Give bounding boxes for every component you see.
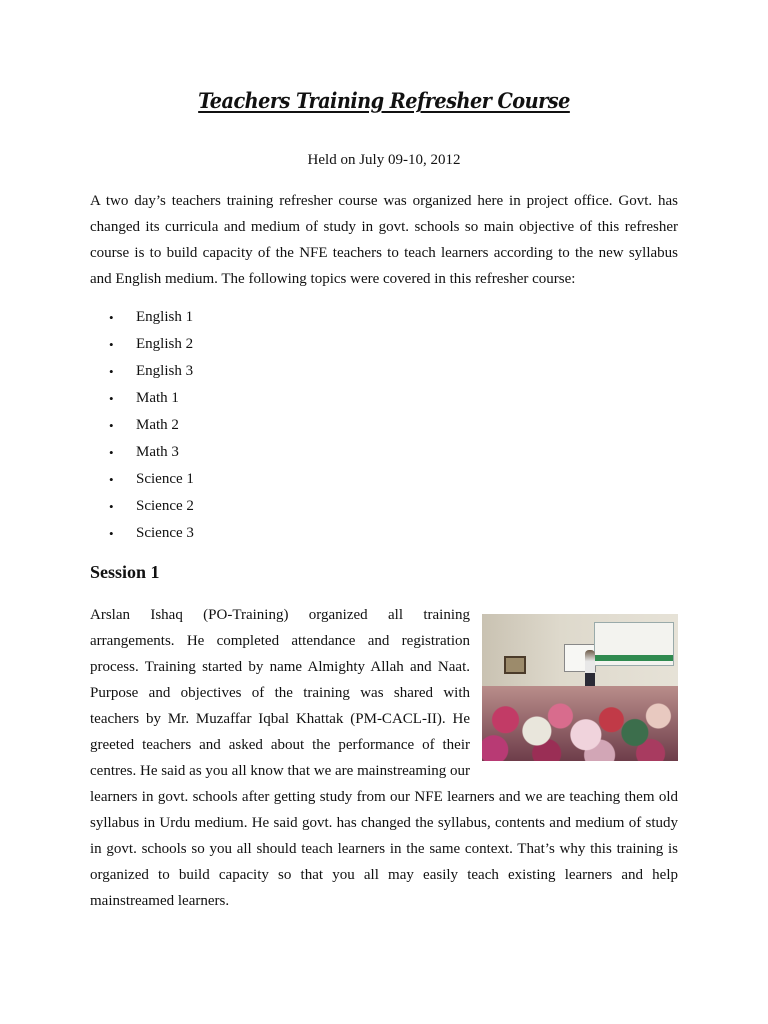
topic-label: Science 1 xyxy=(136,471,194,487)
list-item xyxy=(90,520,194,547)
list-item xyxy=(90,412,194,439)
bullet-icon: • xyxy=(109,526,114,541)
topics-list xyxy=(90,304,194,547)
session-heading: Session 1 xyxy=(90,562,160,582)
training-photo xyxy=(482,614,678,761)
topic-label: English 3 xyxy=(136,363,194,379)
bullet-icon: • xyxy=(109,364,114,379)
bullet-icon: • xyxy=(109,472,114,487)
bullet-icon: • xyxy=(109,391,114,406)
list-item xyxy=(90,331,194,358)
bullet-icon: • xyxy=(109,418,114,433)
topic-label: English 2 xyxy=(136,336,194,352)
photo-speaker-figure xyxy=(585,650,595,688)
session-section xyxy=(90,602,678,914)
topic-label: Math 1 xyxy=(136,390,179,406)
photo-banner-stripe xyxy=(595,655,673,661)
held-on-date: Held on July 09-10, 2012 xyxy=(307,152,461,168)
bullet-icon: • xyxy=(109,499,114,514)
intro-paragraph: A two day’s teachers training refresher course was organized here in project office. Govt. has changed its curricula and medium of study in govt. schools so main objective of this refresher course is to build capacity of the NFE teachers to teach learners according to the new syllabus and English medium. The following topics were covered in this refresher course: xyxy=(90,193,678,287)
list-item xyxy=(90,358,194,385)
session-paragraph: Arslan Ishaq (PO-Training) organized all training arrangements. He completed attendance and registration process. Training started by name Almighty Allah and Naat. Purpose and objectives of the training was shared with teachers by Mr. Muzaffar Iqbal Khattak (PM-CACL-II). He greeted teachers and asked about the performance of their centres. He said as you all know that we are mainstreaming our learners in govt. schools after getting study from our NFE learners and we are teaching them old syllabus in Urdu medium. He said govt. has changed the syllabus, contents and medium of study in govt. schools so you all should teach learners in the same context. That’s why this training is organized to build capacity so that you all may easily teach existing learners and help mainstreamed learners. xyxy=(90,607,678,909)
list-item xyxy=(90,385,194,412)
photo-audience-shape xyxy=(482,686,678,761)
topic-label: Math 2 xyxy=(136,417,179,433)
list-item xyxy=(90,439,194,466)
topic-label: Science 3 xyxy=(136,525,194,541)
bullet-icon: • xyxy=(109,310,114,325)
list-item xyxy=(90,304,194,331)
photo-banner-shape xyxy=(594,622,674,666)
topic-label: Math 3 xyxy=(136,444,179,460)
topic-label: Science 2 xyxy=(136,498,194,514)
photo-frame-shape xyxy=(504,656,526,674)
list-item xyxy=(90,493,194,520)
bullet-icon: • xyxy=(109,337,114,352)
list-item xyxy=(90,466,194,493)
bullet-icon: • xyxy=(109,445,114,460)
document-title: Teachers Training Refresher Course xyxy=(198,88,570,113)
topic-label: English 1 xyxy=(136,309,194,325)
